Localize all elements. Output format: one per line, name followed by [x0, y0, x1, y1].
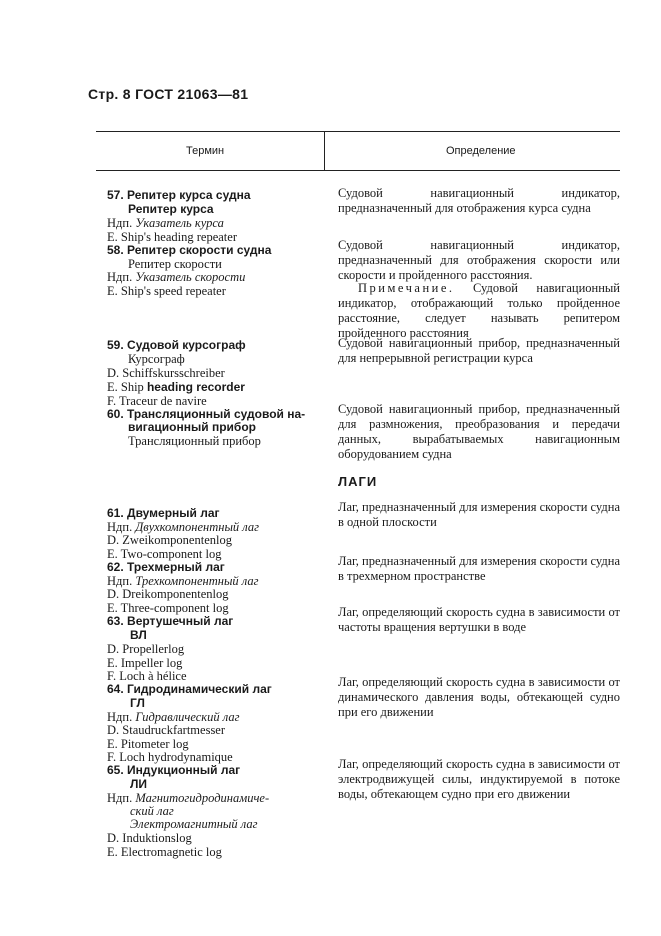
definition-57: Судовой навигационный индикатор, предназначенный для отображения курса судна: [338, 186, 620, 215]
term-61-ndp: Ндп. Двухкомпонентный лаг: [107, 520, 260, 534]
term-59-en: E. Ship heading recorder: [107, 380, 245, 394]
definition-62: Лаг, предназначенный для измерения скорости судна в трехмерном пространстве: [338, 554, 620, 583]
term-60-title-cont: вигационный прибор: [128, 420, 256, 434]
term-59-de: D. Schiffskursschreiber: [107, 366, 225, 380]
definition-58: Судовой навигационный индикатор, предназначенный для отображения скорости или скорости и пройденного расстояния.: [338, 238, 620, 282]
term-65-title: 65. Индукционный лаг: [107, 763, 241, 777]
definition-63: Лаг, определяющий скорость судна в зависимости от частоты вращения вертушки в воде: [338, 605, 620, 634]
definition-59: Судовой навигационный прибор, предназначенный для непрерывной регистрации курса: [338, 336, 620, 365]
term-60-short: Трансляционный прибор: [128, 434, 261, 448]
definition-58-note: Примечание. Судовой навигационный индикатор, отображающий только пройденное расстояние, следует называть репитером пройденного расстояния: [338, 281, 620, 340]
term-61-de: D. Zweikomponentenlog: [107, 533, 232, 547]
term-63-fr: F. Loch à hélice: [107, 669, 187, 683]
term-57-en: E. Ship's heading repeater: [107, 230, 237, 244]
term-63-de: D. Propellerlog: [107, 642, 185, 656]
term-59-short: Курсограф: [128, 352, 185, 366]
term-58-short: Репитер скорости: [128, 257, 222, 271]
column-divider: [324, 131, 325, 171]
term-61-en: E. Two-component log: [107, 547, 222, 561]
definition-60: Судовой навигационный прибор, предназначенный для размножения, преобразования и передачи данных, вырабатываемых навигационным оборудованием судна: [338, 402, 620, 461]
definition-64: Лаг, определяющий скорость судна в зависимости от динамического давления воды, обтекающей судно при его движении: [338, 675, 620, 719]
term-64-en: E. Pitometer log: [107, 737, 189, 751]
term-58-ndp: Ндп. Указатель скорости: [107, 270, 246, 284]
term-58-en: E. Ship's speed repeater: [107, 284, 226, 298]
term-57-title: 57. Репитер курса судна: [107, 188, 251, 202]
term-65-en: E. Electromagnetic log: [107, 845, 222, 859]
term-63-title: 63. Вертушечный лаг: [107, 614, 234, 628]
term-62-en: E. Three-component log: [107, 601, 229, 615]
term-64-title: 64. Гидродинамический лаг: [107, 682, 272, 696]
term-65-ndp-alt: Электромагнитный лаг: [130, 817, 258, 831]
term-61-title: 61. Двумерный лаг: [107, 506, 220, 520]
term-60-title: 60. Трансляционный судовой на-: [107, 407, 306, 421]
column-header-definition: Определение: [446, 145, 516, 157]
table-head-rule: [96, 170, 620, 171]
term-59-fr: F. Traceur de navire: [107, 394, 207, 408]
term-65-abbr: ЛИ: [130, 777, 148, 791]
term-64-abbr: ГЛ: [130, 696, 145, 710]
term-59-title: 59. Судовой курсограф: [107, 338, 246, 352]
term-65-de: D. Induktionslog: [107, 831, 192, 845]
term-62-ndp: Ндп. Трехкомпонентный лаг: [107, 574, 259, 588]
term-62-title: 62. Трехмерный лаг: [107, 560, 225, 574]
column-header-term: Термин: [186, 145, 225, 157]
definition-61: Лаг, предназначенный для измерения скорости судна в одной плоскости: [338, 500, 620, 529]
term-64-fr: F. Loch hydrodynamique: [107, 750, 233, 764]
term-64-de: D. Staudruckfartmesser: [107, 723, 226, 737]
section-title: ЛАГИ: [338, 474, 378, 489]
term-62-de: D. Dreikomponentenlog: [107, 587, 229, 601]
table-top-rule: [96, 131, 620, 132]
term-65-ndp-cont: ский лаг: [130, 804, 174, 818]
page-header: Стр. 8 ГОСТ 21063—81: [88, 86, 249, 102]
term-63-abbr: ВЛ: [130, 628, 147, 642]
term-57-ndp: Ндп. Указатель курса: [107, 216, 224, 230]
term-63-en: E. Impeller log: [107, 656, 183, 670]
term-64-ndp: Ндп. Гидравлический лаг: [107, 710, 240, 724]
definition-65: Лаг, определяющий скорость судна в зависимости от электродвижущей силы, индуктируемой в потоке воды, обтекающем судно при его движении: [338, 757, 620, 801]
term-65-ndp: Ндп. Магнитогидродинамиче-: [107, 791, 270, 805]
term-57-short: Репитер курса: [128, 202, 214, 216]
term-58-title: 58. Репитер скорости судна: [107, 243, 272, 257]
